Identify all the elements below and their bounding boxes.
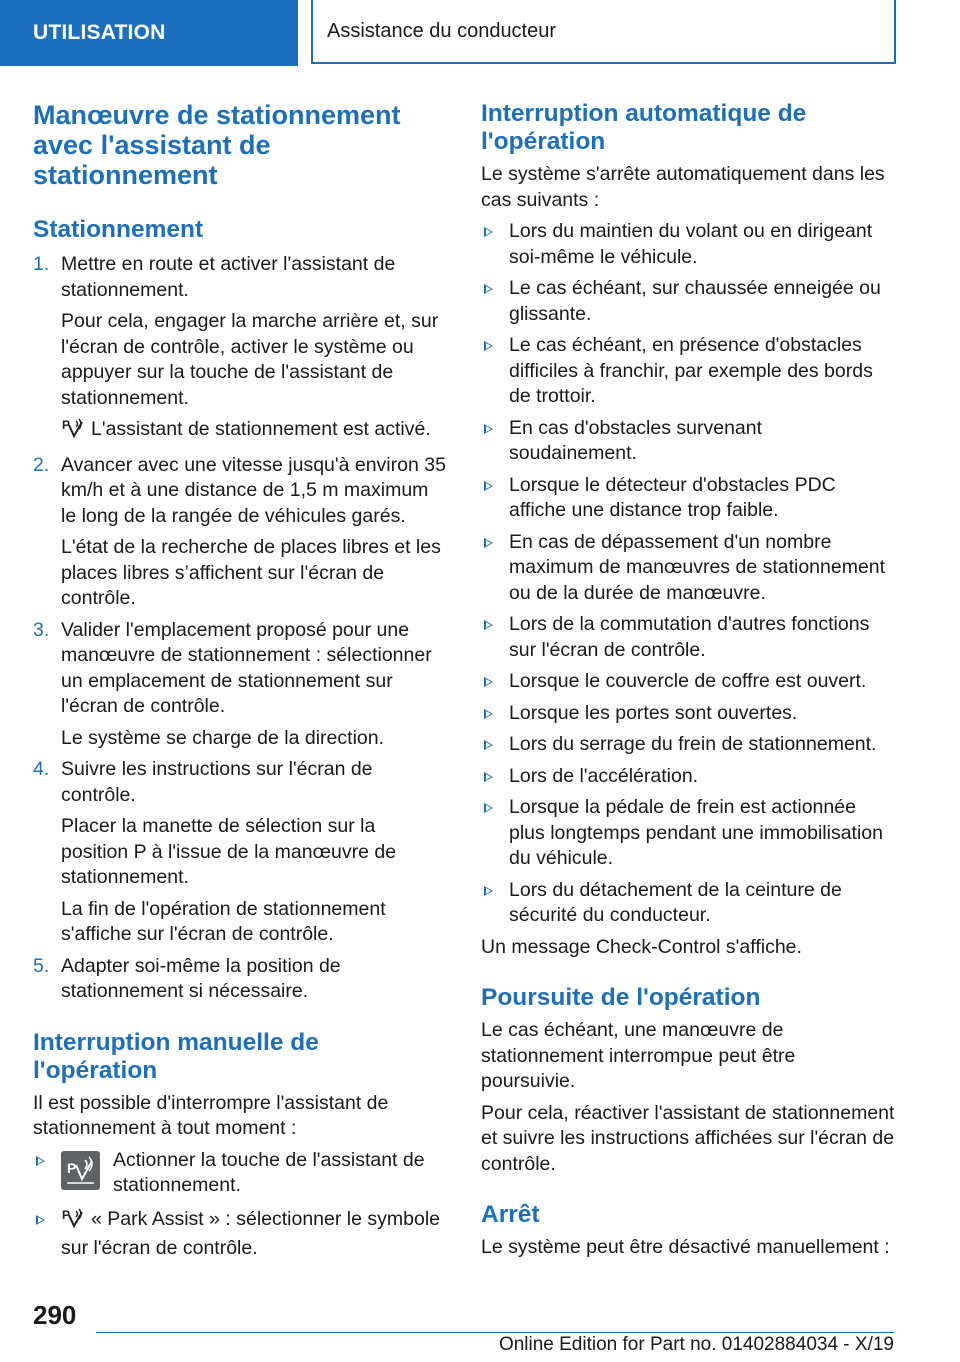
list-item-text: Lors du maintien du volant ou en dirigeant soi-même le véhicule. <box>509 220 873 268</box>
step-text: Avancer avec une vitesse jusqu'à environ 35 km/h et à une distance de 1,5 m maximum le long de la rangée de véhicules garés. <box>61 453 446 527</box>
list-item-text: Lors du détachement de la ceinture de sécurité du conducteur. <box>509 878 842 926</box>
heading-manual-interruption: Interruption manuelle de l'opération <box>33 1028 319 1084</box>
park-assist-button-icon <box>61 1151 100 1190</box>
step-4 <box>33 757 447 948</box>
auto-intro: Le système s'arrête automatiquement dans les cas suivants : <box>481 163 885 211</box>
list-item <box>481 701 895 727</box>
step-2 <box>33 453 447 612</box>
step-number: 2. <box>33 453 50 476</box>
bullet-triangle-icon <box>484 284 493 294</box>
svg-text:P: P <box>67 1159 77 1176</box>
list-item <box>481 473 895 524</box>
step-number: 4. <box>33 758 50 780</box>
list-item <box>481 333 895 410</box>
svg-text:P: P <box>62 418 71 432</box>
list-item <box>481 732 895 758</box>
manual-intro: Il est possible d'interrompre l'assistant de stationnement à tout moment : <box>33 1091 389 1139</box>
list-item-text: Lorsque les portes sont ouvertes. <box>509 701 798 724</box>
step-text: Mettre en route et activer l'assistant de stationnement. <box>61 253 396 301</box>
edition-text: Online Edition for Part no. 01402884034 - X/19 <box>498 1334 894 1355</box>
step-text: Pour cela, engager la marche arrière et, sur l'écran de contrôle, activer le système ou appuyer sur la touche de l'assistant de stationnement. <box>61 310 439 409</box>
list-item <box>481 795 895 872</box>
bullet-triangle-icon <box>484 740 493 750</box>
bullet-triangle-icon <box>484 424 493 434</box>
step-text: Valider l'emplacement proposé pour une manœuvre de stationnement : sélectionner un emplacement de stationnement sur l'écran de contrôle. <box>61 618 432 717</box>
list-item-text: Lors de la commutation d'autres fonctions sur l'écran de contrôle. <box>509 613 870 661</box>
page-header <box>0 0 960 66</box>
park-assist-icon <box>61 417 85 447</box>
bullet-triangle-icon <box>484 803 493 813</box>
step-number: 3. <box>33 618 50 641</box>
step-text-with-icon: P L'assistant de stationnement est activé. <box>61 417 447 447</box>
list-item-text: Le cas échéant, en présence d'obstacles difficiles à franchir, par exemple des bords de trottoir. <box>509 334 873 407</box>
list-item <box>481 878 895 929</box>
step-text: Le système se charge de la direction. <box>61 726 385 749</box>
step-3 <box>33 618 447 752</box>
page-footer <box>0 1290 960 1362</box>
svg-text:P: P <box>62 1207 71 1222</box>
bullet-triangle-icon <box>484 709 493 719</box>
left-column <box>33 100 447 1262</box>
section-tab: UTILISATION <box>0 0 298 66</box>
bullet-triangle-icon <box>484 886 493 896</box>
bullet-triangle-icon <box>36 1156 45 1166</box>
stop-text: Le système peut être désactivé manuellement : <box>481 1236 890 1258</box>
heading-auto-interruption: Interruption automatique de l'opération <box>481 100 807 155</box>
bullet-triangle-icon <box>484 227 493 237</box>
heading-resume: Poursuite de l'opération <box>481 984 761 1011</box>
list-item <box>481 669 895 695</box>
list-item-text: Lorsque le couvercle de coffre est ouvert. <box>509 670 867 692</box>
resume-text: Pour cela, réactiver l'assistant de stationnement et suivre les instructions affichées sur l'écran de contrôle. <box>481 1101 895 1175</box>
manual-item-text: P « Park Assist » : sélectionner le symbole sur l'écran de contrôle. <box>61 1207 440 1259</box>
step-text: Suivre les instructions sur l'écran de contrôle. <box>61 758 373 806</box>
list-item-text: Le cas échéant, sur chaussée enneigée ou glissante. <box>509 277 881 325</box>
list-item-text: En cas de dépassement d'un nombre maximum de manœuvres de stationnement ou de la durée de manœuvre. <box>509 530 886 604</box>
step-text: L'état de la recherche de places libres et les places libres s’affichent sur l'écran de contrôle. <box>61 536 441 609</box>
manual-item-symbol <box>33 1207 447 1262</box>
list-item <box>481 530 895 607</box>
list-item-text: Lors de l'accélération. <box>509 764 699 787</box>
list-item-text: Lorsque le détecteur d'obstacles PDC affiche une distance trop faible. <box>509 473 836 521</box>
step-number: 1. <box>33 253 50 275</box>
list-item-text: En cas d'obstacles survenant soudainement. <box>509 416 763 464</box>
list-item-text: Lorsque la pédale de frein est actionnée plus longtemps pendant une immobilisation du véhicule. <box>509 796 883 869</box>
bullet-triangle-icon <box>484 620 493 630</box>
manual-item-button <box>33 1148 447 1199</box>
page-number: 290 <box>33 1300 77 1330</box>
list-item <box>481 612 895 663</box>
park-assist-icon <box>61 1207 85 1237</box>
bullet-triangle-icon <box>36 1215 45 1225</box>
heading-stop: Arrêt <box>481 1201 540 1228</box>
step-text: Placer la manette de sélection sur la position P à l'issue de la manœuvre de stationnement. <box>61 815 397 888</box>
list-item <box>481 764 895 790</box>
right-column <box>481 100 895 1261</box>
bullet-triangle-icon <box>484 481 493 491</box>
auto-interruption-list <box>481 219 895 929</box>
bullet-triangle-icon <box>484 341 493 351</box>
bullet-triangle-icon <box>484 538 493 548</box>
manual-item-text: Actionner la touche de l'assistant de stationnement. <box>113 1148 425 1196</box>
list-item-text: Lors du serrage du frein de stationnement. <box>509 733 877 755</box>
step-text: La fin de l'opération de stationnement s'affiche sur l'écran de contrôle. <box>61 897 386 945</box>
list-item <box>481 219 895 270</box>
step-text: Adapter soi-même la position de stationnement si nécessaire. <box>61 954 341 1002</box>
step-5 <box>33 954 447 1005</box>
list-item <box>481 416 895 467</box>
step-1 <box>33 252 447 447</box>
bullet-triangle-icon <box>484 677 493 687</box>
resume-text: Le cas échéant, une manœuvre de stationnement interrompue peut être poursuivie. <box>481 1019 796 1092</box>
page-title: Manœuvre de stationnement avec l'assistant de stationnement <box>33 100 401 190</box>
step-number: 5. <box>33 954 50 977</box>
heading-stationnement: Stationnement <box>33 216 204 243</box>
auto-outro: Un message Check-Control s'affiche. <box>481 935 802 958</box>
list-item <box>481 276 895 327</box>
bullet-triangle-icon <box>484 772 493 782</box>
chapter-title: Assistance du conducteur <box>311 0 896 64</box>
